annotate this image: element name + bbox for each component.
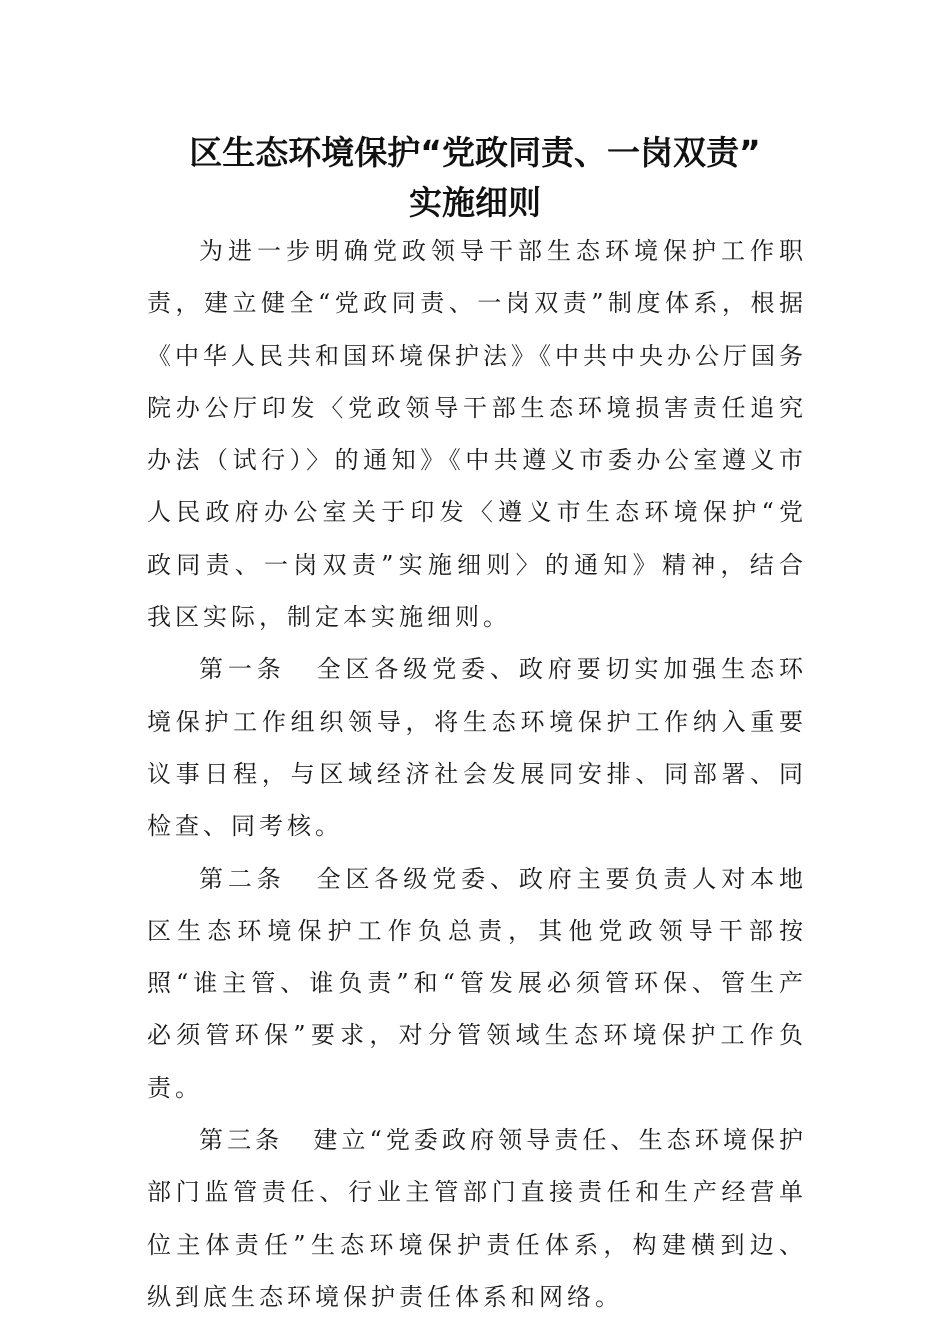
document-body [147, 225, 807, 1323]
article-3-text: 建立“党委政府领导责任、生态环境保护部门监管责任、行业主管部门直接责任和生产经营单位主体责任”生态环境保护责任体系，构建横到边、纵到底生态环境保护责任体系和网络。 [147, 1126, 807, 1311]
article-1-label: 第一条 [199, 655, 286, 684]
article-1-text: 全区各级党委、政府要切实加强生态环境保护工作组织领导，将生态环境保护工作纳入重要议事日程，与区域经济社会发展同安排、同部署、同检查、同考核。 [147, 655, 808, 841]
article-2-label: 第二条 [199, 864, 286, 893]
intro-paragraph: 为进一步明确党政领导干部生态环境保护工作职责，建立健全“党政同责、一岗双责”制度体系，根据《中华人民共和国环境保护法》《中共中央办公厅国务院办公厅印发〈党政领导干部生态环境损害责任追究办法（试行）〉的通知》《中共遵义市委办公室遵义市人民政府办公室关于印发〈遵义市生态环境保护“党政同责、一岗双责”实施细则〉的通知》精神，结合我区实际，制定本实施细则。 [147, 237, 807, 632]
article-2 [147, 853, 807, 1114]
document-title-line-2: 实施细则 [409, 183, 541, 222]
article-1 [147, 643, 807, 852]
article-3 [147, 1114, 807, 1323]
document-title-line-1: 区生态环境保护“党政同责、一岗双责” [189, 133, 761, 172]
article-3-label: 第三条 [199, 1126, 284, 1155]
article-2-text: 全区各级党委、政府主要负责人对本地区生态环境保护工作负总责，其他党政领导干部按照“谁主管、谁负责”和“管发展必须管环保、管生产必须管环保”要求，对分管领域生态环境保护工作负责。 [147, 864, 808, 1102]
